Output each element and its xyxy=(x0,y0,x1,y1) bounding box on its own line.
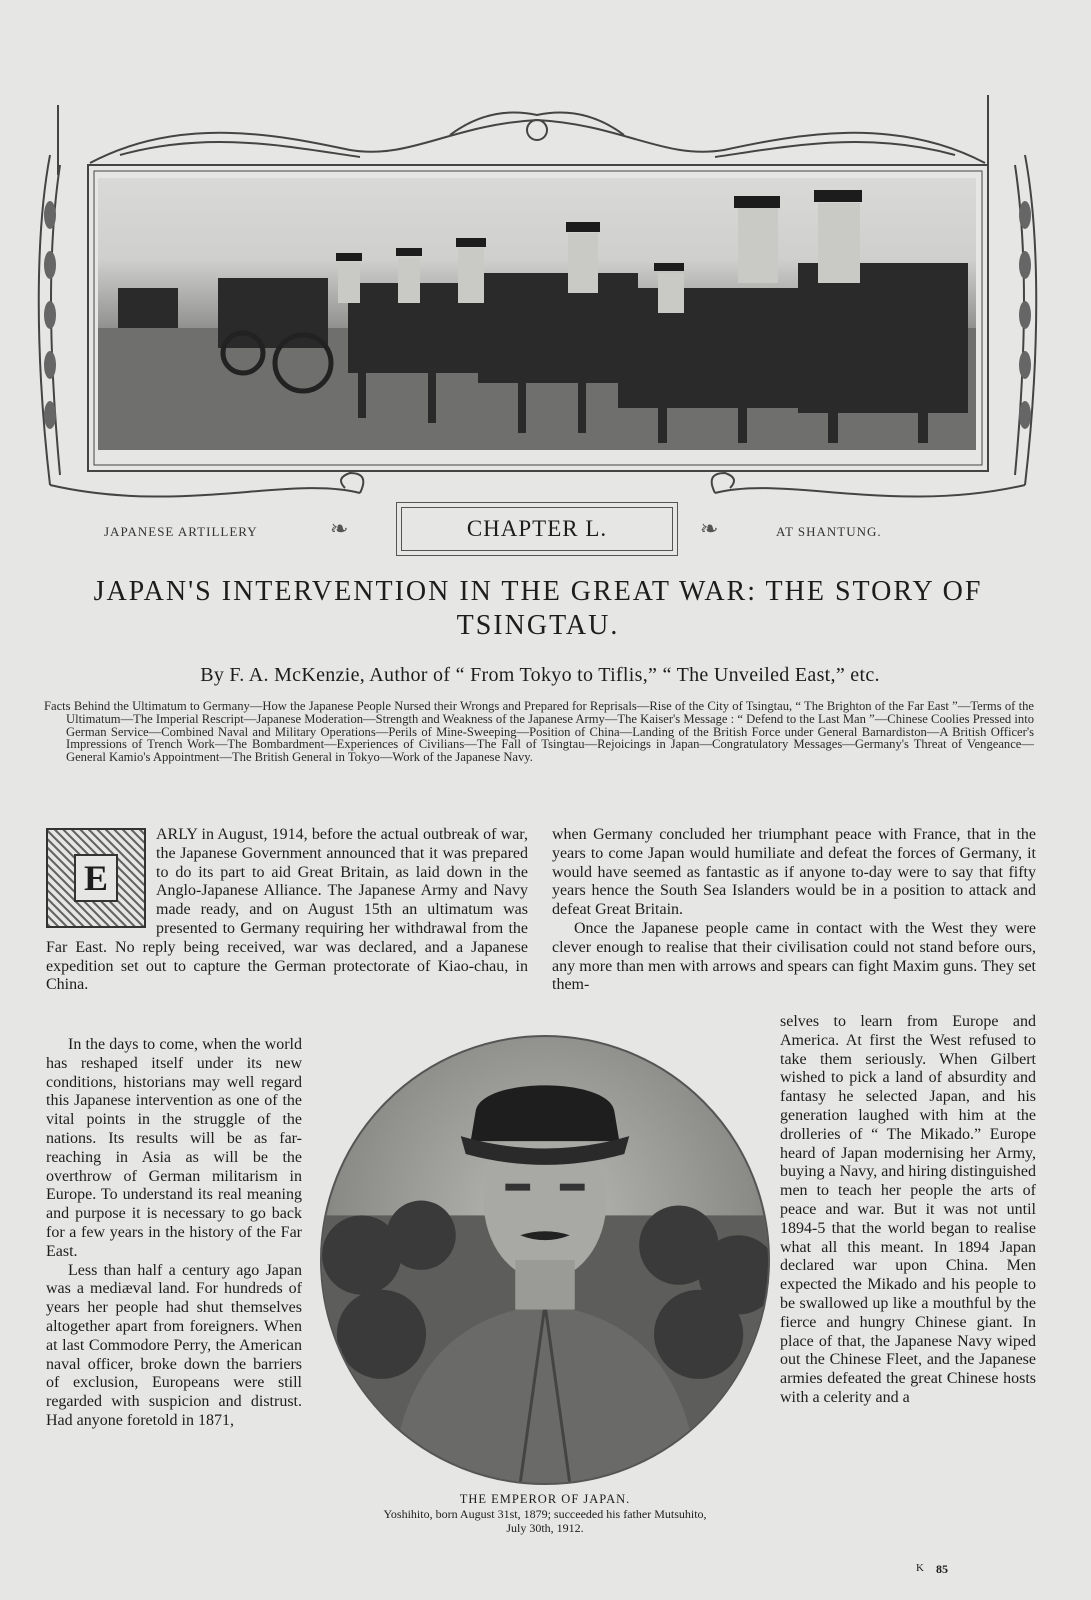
article-title: JAPAN'S INTERVENTION IN THE GREAT WAR: THE STORY OF TSINGTAU. xyxy=(93,576,983,641)
page-number: 85 xyxy=(936,1562,948,1576)
chapter-heading: CHAPTER L. xyxy=(401,507,673,551)
dropcap-ornament xyxy=(46,828,146,928)
photo-caption-right: AT SHANTUNG. xyxy=(776,524,882,539)
portrait-caption xyxy=(300,1492,790,1535)
portrait-caption-line-1: Yoshihito, born August 31st, 1879; succeeded his father Mutsuhito, xyxy=(383,1507,707,1521)
photo-caption-left: JAPANESE ARTILLERY xyxy=(104,524,258,539)
paragraph-6: selves to learn from Europe and America. At first the West refused to take them seriously. When Gilbert wished to pick a land of absurdity and fantasy he selected Japan, and his generation laughed with him at the drolleries of “ The Mikado.” Europe heard of Japan modernising her Army, buying a Navy, and hiring distinguished men to teach her people the arts of peace and war. But it was not until 1894-5 that the world began to realise what all this meant. In 1894 Japan declared war upon China. Men expected the Mikado and his people to be swallowed up like a mouthful by the fierce and hungry Chinese giant. In place of that, the Japanese Navy wiped out the Chinese Fleet, and the Japanese armies defeated the great Chinese hosts with a celerity and a xyxy=(780,1013,1036,1406)
scroll-ornament-icon: ❧ xyxy=(700,516,719,541)
emperor-portrait xyxy=(320,1035,770,1485)
paragraph-2: In the days to come, when the world has reshaped itself under its new conditions, historians may well regard this Japanese intervention as one of the vital points in the struggle of the nations. Its results will be as far-reaching in Asia as will be the overthrow of German militarism in Europe. To understand its real meaning and purpose it is necessary to go back for a few years in the history of the Far East. xyxy=(46,1036,302,1260)
column-left-top xyxy=(46,826,528,995)
signature-mark: K xyxy=(916,1562,924,1574)
paragraph-4: when Germany concluded her triumphant peace with France, that in the years to come Japan would humiliate and defeat the forces of Germany, it would have seemed as fantastic as if anyone to-day were to say that fifty years hence the South Sea Islanders would be in a position to attack and defeat Great Britain. xyxy=(552,826,1036,919)
artillery-photo xyxy=(98,178,976,450)
scroll-ornament-icon: ❧ xyxy=(330,516,349,541)
portrait-caption-title: THE EMPEROR OF JAPAN. xyxy=(459,1492,631,1506)
portrait-caption-line-2: July 30th, 1912. xyxy=(506,1521,584,1535)
column-left-narrow xyxy=(46,1036,302,1431)
chapter-box xyxy=(396,502,678,556)
paragraph-5: Once the Japanese people came in contact with the West they were clever enough to realise that their civilisation could not stand before ours, any more than men with arrows and spears can fight Maxim guns. They set them- xyxy=(552,919,1036,994)
paragraph-1: ARLY in August, 1914, before the actual outbreak of war, the Japanese Government announced that it was prepared to do its part to aid Great Britain, as laid down in the Anglo-Japanese Alliance. The Japanese Army and Navy made ready, and on August 15th an ultimatum was presented to Germany requiring her withdrawal from the Far East. No reply being received, war was declared, and a Japanese expedition set out to capture the German protectorate of Kiao-chau, in China. xyxy=(46,826,528,994)
column-right-narrow xyxy=(780,1013,1036,1408)
byline: By F. A. McKenzie, Author of “ From Tokyo to Tiflis,” “ The Unveiled East,” etc. xyxy=(200,664,880,686)
dropcap-letter: E xyxy=(74,854,118,902)
synopsis: Facts Behind the Ultimatum to Germany—How the Japanese People Nursed their Wrongs and Prepared for Reprisals—Rise of the City of Tsingtau, “ The Brighton of the Far East ”—Terms of the Ultimatum—The Imperial Rescript—Japanese Moderation—Strength and Weakness of the Japanese Army—The Kaiser's Message : “ Defend to the Last Man ”—Chinese Coolies Pressed into German Service—Combined Naval and Military Operations—Perils of Mine-Sweeping—Position of China—Landing of the British Force under General Barnardiston—A British Officer's Impressions of Trench Work—The Bombardment—Experiences of Civilians—The Fall of Tsingtau—Rejoicings in Japan—Congratulatory Messages—Germany's Threat of Vengeance—General Kamio's Appointment—The British General in Tokyo—Work of the Japanese Navy. xyxy=(44,699,1034,765)
paragraph-3: Less than half a century ago Japan was a mediæval land. For hundreds of years her people had shut themselves altogether apart from foreigners. When at last Commodore Perry, the American naval officer, broke down the barriers of exclusion, Europeans were still regarded with suspicion and distrust. Had anyone foretold in 1871, xyxy=(46,1261,302,1429)
column-right-top xyxy=(552,826,1036,995)
